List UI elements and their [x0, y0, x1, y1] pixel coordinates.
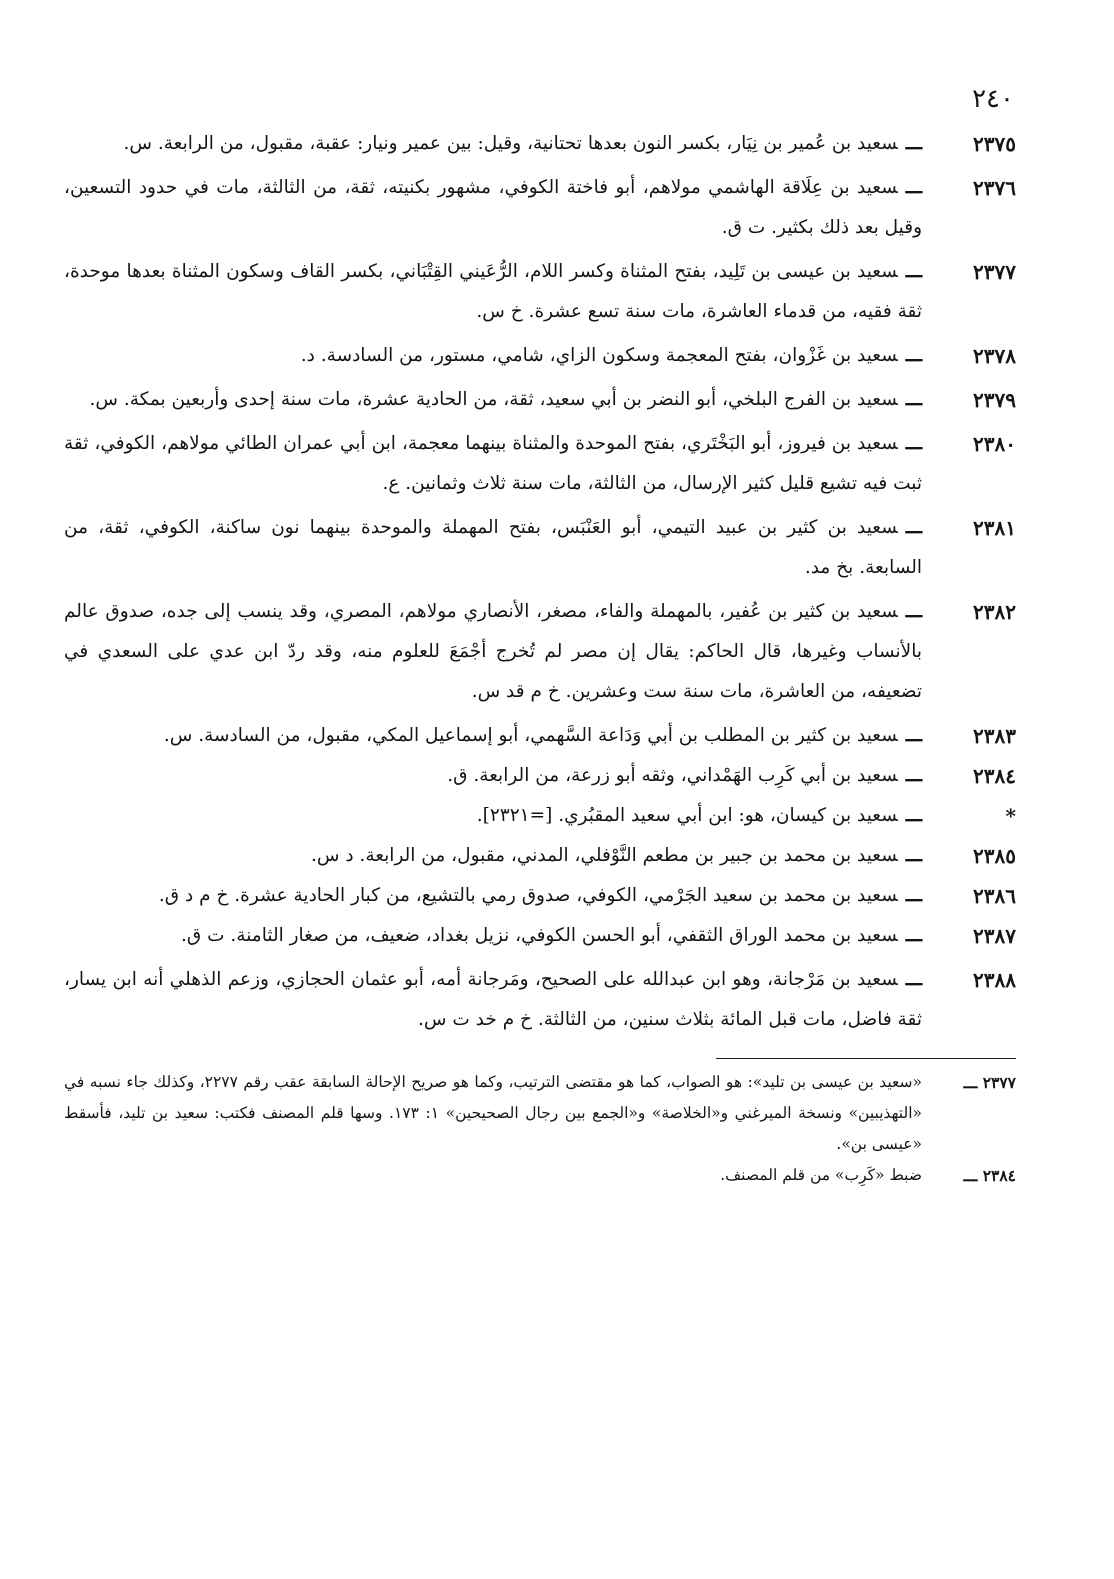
entry [64, 960, 1016, 1040]
entry-number: ٢٣٧٩ [973, 388, 1016, 412]
footnote-divider [716, 1058, 1016, 1059]
footnote-number: ٢٣٧٧ ـــ [963, 1073, 1016, 1092]
entry [64, 508, 1016, 588]
entry-text: ـــسعيد بن كثير بن عبيد التيمي، أبو العَنْبَس، بفتح المهملة والموحدة بينهما نون ساكنة، الكوفي، ثقة، من السابعة. بخ مد. [64, 517, 922, 578]
entry-number: ٢٣٨٠ [973, 432, 1016, 456]
cross-reference-entry [64, 796, 1016, 836]
entry [64, 836, 1016, 876]
entry-text: ـــسعيد بن كيسان، هو: ابن أبي سعيد المقبُري. [=٢٣٢١]. [476, 805, 922, 826]
entry [64, 876, 1016, 916]
entry-text: ـــسعيد بن محمد بن سعيد الجَرْمي، الكوفي، صدوق رمي بالتشيع، من كبار الحادية عشرة. خ م د ق. [158, 885, 922, 906]
entry [64, 716, 1016, 756]
entry-number: ٢٣٨٤ [973, 764, 1016, 788]
entry-text: ـــسعيد بن عُمير بن نِيَار، بكسر النون بعدها تحتانية، وقيل: بين عمير ونيار: عقبة، مقبول، من الرابعة. س. [123, 133, 922, 154]
entry [64, 592, 1016, 712]
footnote-text: ضبط «كَرِب» من قلم المصنف. [720, 1166, 922, 1184]
entry-number: ٢٣٨١ [973, 516, 1016, 540]
entry-number: ٢٣٨٦ [973, 884, 1016, 908]
entry-number: ٢٣٧٥ [973, 132, 1016, 156]
entry-number: ٢٣٨٧ [973, 924, 1016, 948]
entry-number: ٢٣٨٨ [973, 968, 1016, 992]
entry-text: ـــسعيد بن غَزْوان، بفتح المعجمة وسكون الزاي، شامي، مستور، من السادسة. د. [300, 345, 922, 366]
entry [64, 916, 1016, 956]
entry-text: ـــسعيد بن كثير بن المطلب بن أبي وَدَاعة السَّهمي، أبو إسماعيل المكي، مقبول، من السادسة. س. [163, 725, 922, 746]
entry-text: ـــسعيد بن كثير بن عُفير، بالمهملة والفاء، مصغر، الأنصاري مولاهم، المصري، وقد ينسب إلى جده، صدوق عالم بالأنساب وغيرها، قال الحاكم: يقال إن مصر لم تُخرج أجْمَعَ للعلوم منه، وقد ردّ ابن عدي على السعدي في تضعيفه، من العاشرة، مات سنة ست وعشرين. خ م قد س. [64, 601, 922, 702]
page-number: ٢٤٠ [972, 84, 1014, 114]
entry [64, 168, 1016, 248]
footnote [64, 1067, 1016, 1160]
footnote-text: «سعيد بن عيسى بن تليد»: هو الصواب، كما هو مقتضى الترتيب، وكما هو صريح الإحالة السابقة عقب رقم ٢٢٧٧، وكذلك جاء نسبه في «التهذيبين» ونسخة الميرغني و«الخلاصة» و«الجمع بين رجال الصحيحين» ١: ١٧٣. وسها قلم المصنف فكتب: سعيد بن تليد، فأسقط «عيسى بن». [64, 1073, 923, 1153]
asterisk-marker: * [1005, 804, 1016, 828]
entry-number: ٢٣٨٣ [973, 724, 1016, 748]
entry [64, 380, 1016, 420]
entry-text: ـــسعيد بن الفرج البلخي، أبو النضر بن أبي سعيد، ثقة، من الحادية عشرة، مات سنة إحدى وأربعين بمكة. س. [89, 389, 922, 410]
footnote-number: ٢٣٨٤ ـــ [963, 1166, 1016, 1185]
footnote [64, 1160, 1016, 1191]
entry-text: ـــسعيد بن أبي كَرِب الهَمْداني، وثقه أبو زرعة، من الرابعة. ق. [447, 765, 922, 786]
entry [64, 336, 1016, 376]
entry [64, 252, 1016, 332]
entry-number: ٢٣٧٧ [973, 260, 1016, 284]
entry [64, 756, 1016, 796]
entry-number: ٢٣٧٦ [973, 176, 1016, 200]
entry-text: ـــسعيد بن مَرْجانة، وهو ابن عبدالله على الصحيح، ومَرجانة أمه، أبو عثمان الحجازي، وزعم الذهلي أنه ابن يسار، ثقة فاضل، مات قبل المائة بثلاث سنين، من الثالثة. خ م خد ت س. [64, 969, 922, 1030]
entry-number: ٢٣٨٥ [973, 844, 1016, 868]
entry-number: ٢٣٨٢ [973, 600, 1016, 624]
entry-text: ـــسعيد بن محمد الوراق الثقفي، أبو الحسن الكوفي، نزيل بغداد، ضعيف، من صغار الثامنة. ت ق. [181, 925, 922, 946]
entry-text: ـــسعيد بن عيسى بن تَلِيد، بفتح المثناة وكسر اللام، الرُّعَيني القِتْبَاني، بكسر القاف وسكون المثناة بعدها موحدة، ثقة فقيه، من قدماء العاشرة، مات سنة تسع عشرة. خ س. [64, 261, 922, 322]
entry-text: ـــسعيد بن محمد بن جبير بن مطعم النَّوْفلي، المدني، مقبول، من الرابعة. د س. [310, 845, 922, 866]
document-page [64, 84, 1016, 1191]
entry [64, 124, 1016, 164]
entry-text: ـــسعيد بن عِلَاقة الهاشمي مولاهم، أبو فاختة الكوفي، مشهور بكنيته، ثقة، من الثالثة، مات في حدود التسعين، وقيل بعد ذلك بكثير. ت ق. [64, 177, 922, 238]
entry [64, 424, 1016, 504]
entry-number: ٢٣٧٨ [973, 344, 1016, 368]
entry-text: ـــسعيد بن فيروز، أبو البَخْتَري، بفتح الموحدة والمثناة بينهما معجمة، ابن أبي عمران الطائي مولاهم، الكوفي، ثقة ثبت فيه تشيع قليل كثير الإرسال، من الثالثة، مات سنة ثلاث وثمانين. ع. [64, 433, 922, 494]
